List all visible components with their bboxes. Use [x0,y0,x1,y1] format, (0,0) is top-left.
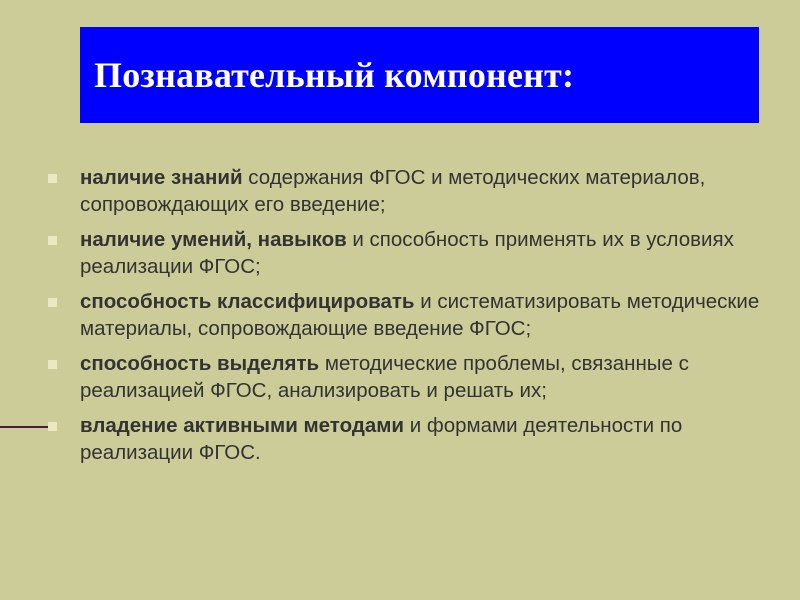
slide-title: Познавательный компонент: [94,55,575,95]
bullet-item [48,164,760,218]
bullet-bold-text: владение активными методами [80,414,405,437]
square-bullet-icon [48,236,57,245]
bullet-text: и способность применять их в условиях реализации ФГОС; [80,228,734,278]
square-bullet-icon [48,298,57,307]
bullet-item [48,226,760,280]
decorative-side-line [0,426,52,428]
title-banner [80,27,759,123]
bullet-text: методические проблемы, связанные с реализацией ФГОС, анализировать и решать их; [80,352,689,402]
bullet-bold-text: способность классифицировать [80,290,415,313]
bullet-bold-text: способность выделять [80,352,320,375]
bullet-item [48,412,760,466]
bullet-list [48,164,760,474]
bullet-text: и формами деятельности по реализации ФГОС. [80,414,683,464]
bullet-item [48,350,760,404]
square-bullet-icon [48,422,57,431]
square-bullet-icon [48,360,57,369]
bullet-bold-text: наличие знаний [80,166,243,189]
bullet-text: содержания ФГОС и методических материалов, сопровождающих его введение; [80,166,706,216]
square-bullet-icon [48,174,57,183]
bullet-bold-text: наличие умений, навыков [80,228,347,251]
bullet-item [48,288,760,342]
bullet-text: и систематизировать методические материалы, сопровождающие введение ФГОС; [80,290,760,340]
